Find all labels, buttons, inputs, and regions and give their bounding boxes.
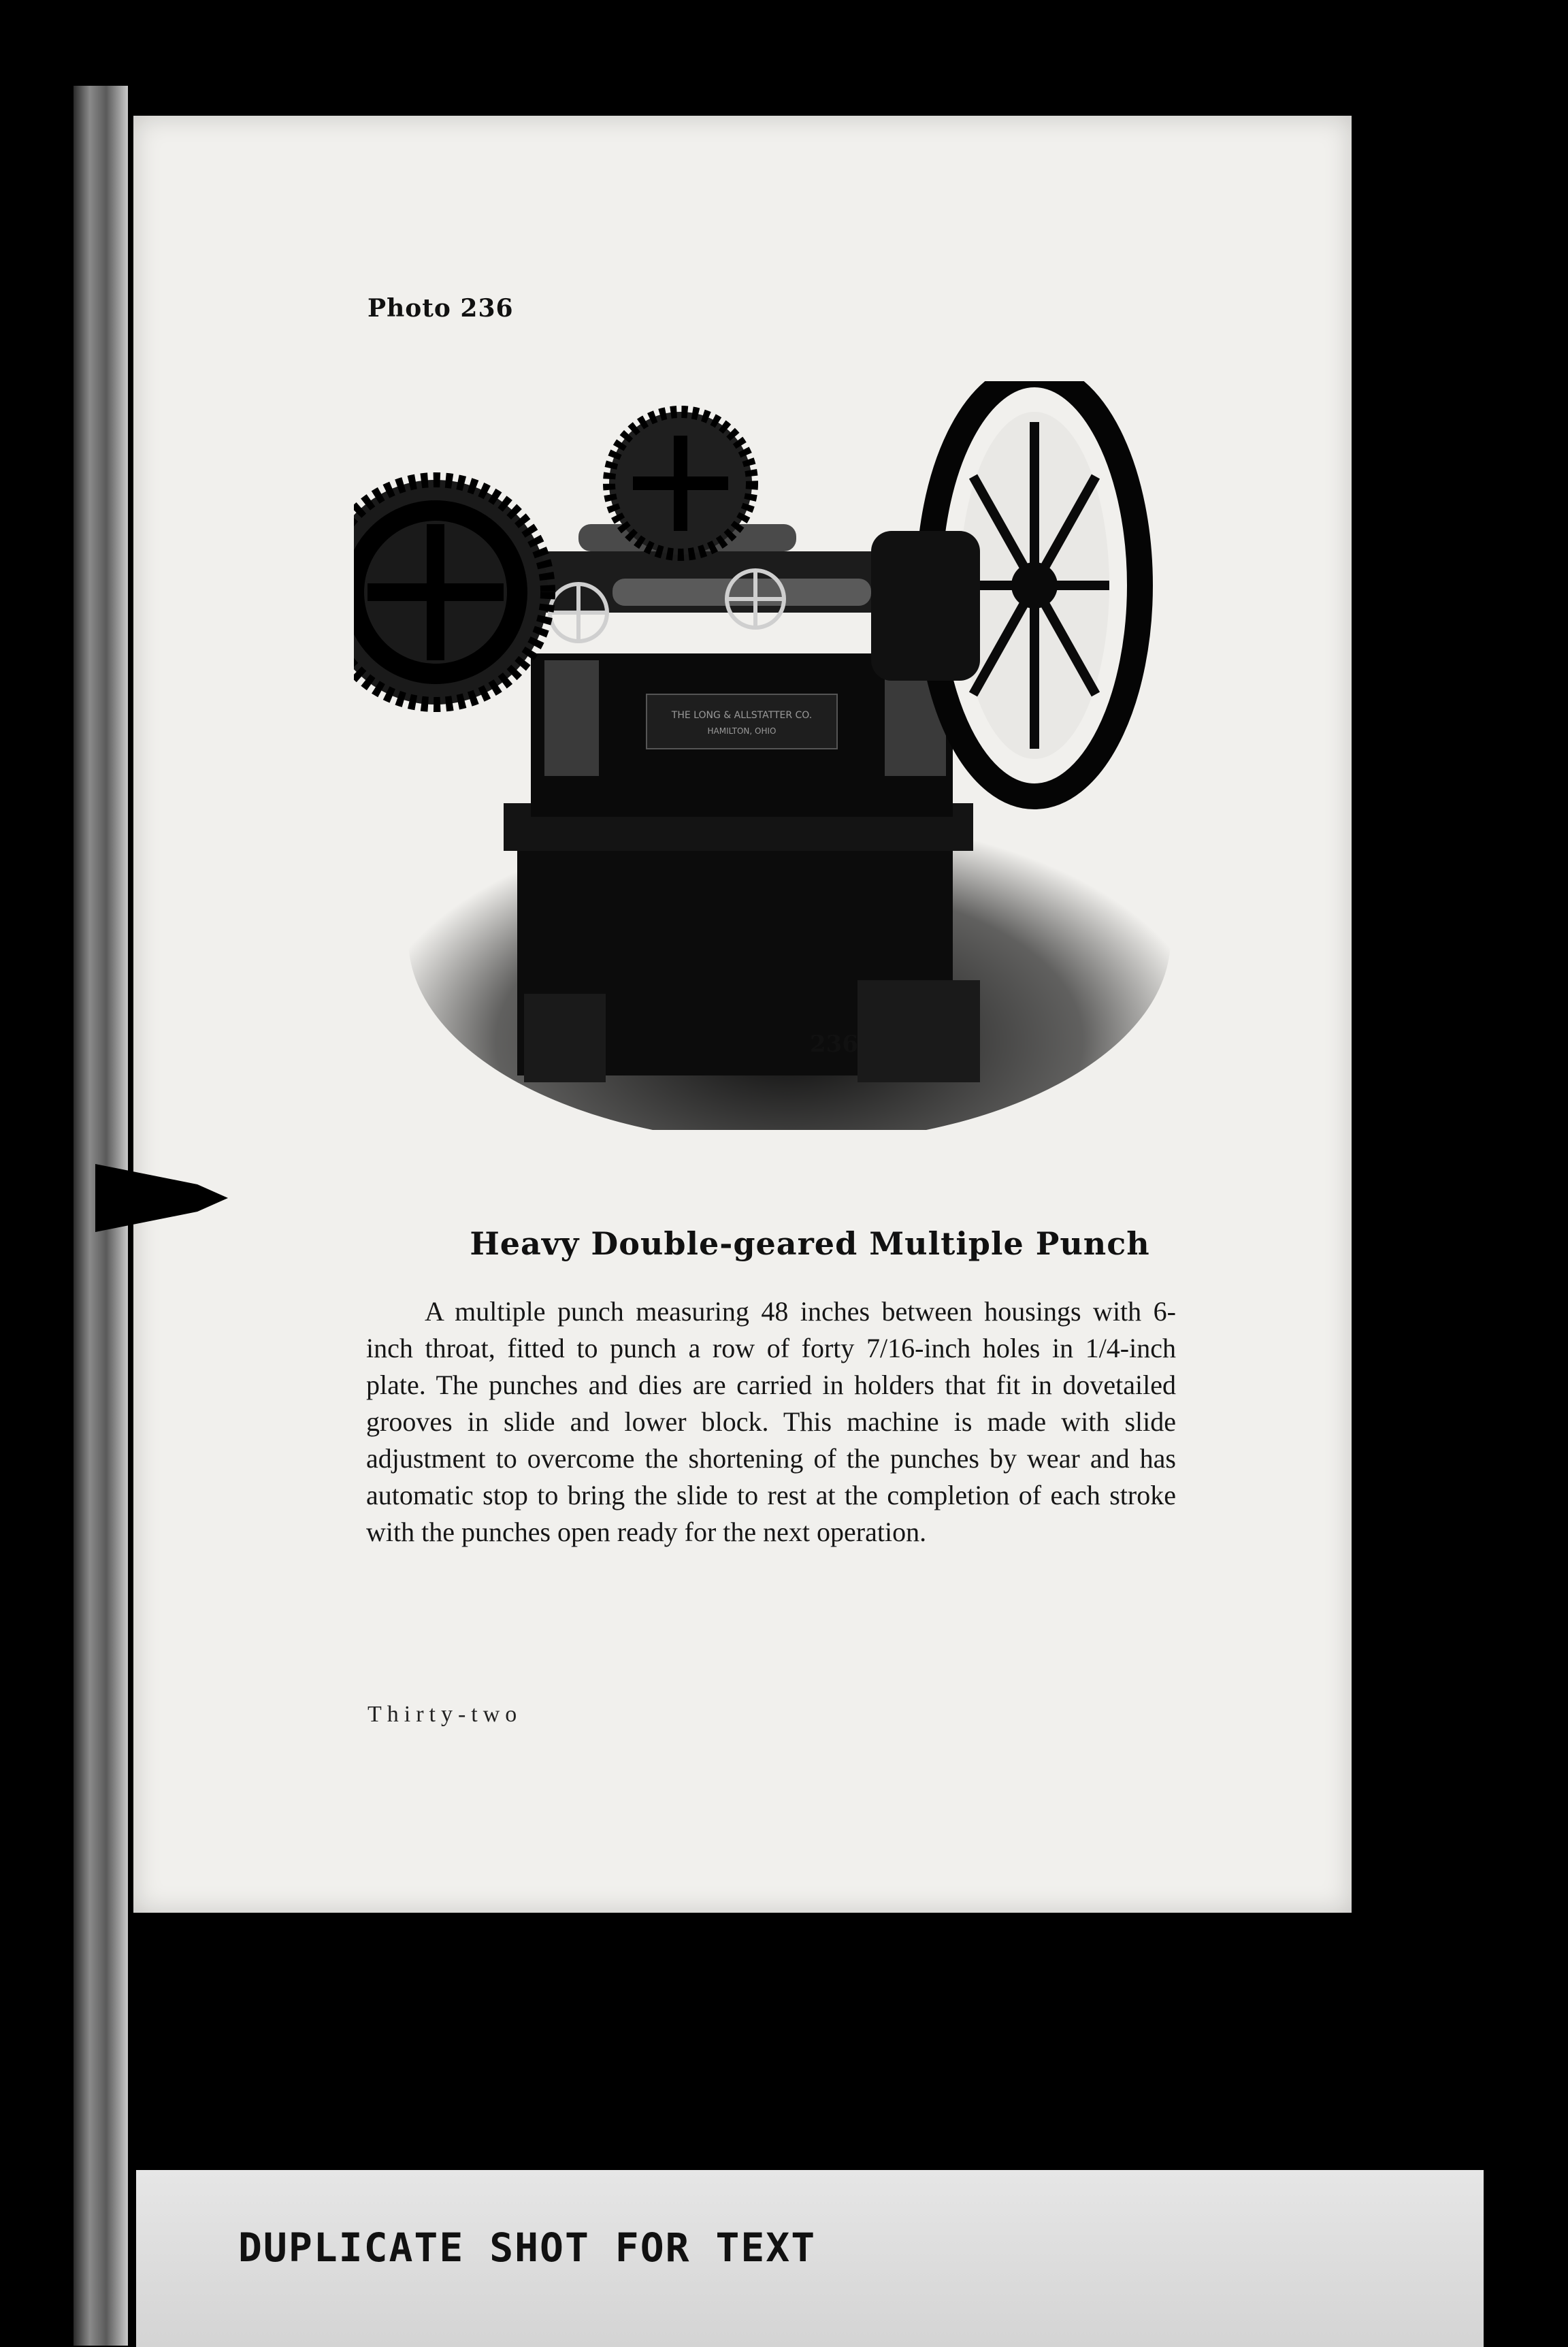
page-title: Heavy Double-geared Multiple Punch	[470, 1225, 1150, 1262]
bookmark-ribbon	[95, 1157, 231, 1239]
maker-plate-line2: HAMILTON, OHIO	[707, 726, 777, 736]
body-paragraph: A multiple punch measuring 48 inches between housings with 6-inch throat, fitted to punch a row of forty 7/16-inch holes in 1/4-inch plate. The punches and dies are carried in holders that fit in dovetailed grooves in slide and lower block. This machine is made with slide adjustment to overcome the shortening of the punches by wear and has automatic stop to bring the slide to rest at the completion of each stroke with the punches open ready for the next operation.	[366, 1296, 1176, 1547]
film-label-strip	[136, 2170, 1484, 2347]
punch-machine-illustration	[354, 381, 1171, 1130]
plate-number: 236	[810, 1031, 858, 1058]
photo-label: Photo 236	[368, 294, 514, 323]
strip-label: DUPLICATE SHOT FOR TEXT	[238, 2224, 817, 2271]
maker-plate-line1: THE LONG & ALLSTATTER CO.	[671, 710, 813, 721]
page-number: Thirty-two	[368, 1702, 523, 1727]
